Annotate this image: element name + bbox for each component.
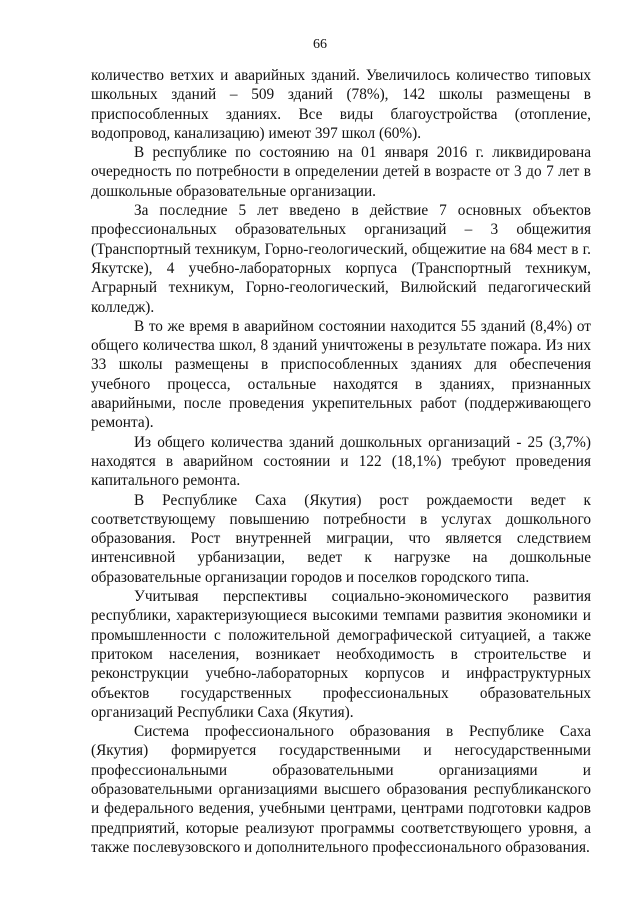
paragraph-8: Система профессионального образования в Республике Саха (Якутия) формируется государственными и негосударственными профессиональными образовательными организациями и образовательными организациями высшего образования республиканского и федерального ведения, учебными центрами, центрами подготовки кадров предприятий, которые реализуют программы соответствующего уровня, а также послевузовского и дополнительного профессионального образования. (91, 723, 591, 856)
paragraph-3: За последние 5 лет введено в действие 7 основных объектов профессиональных образовательных организаций – 3 общежития (Транспортный техникум, Горно-геологический, общежитие на 684 мест в г. Якутске), 4 учебно-лабораторных корпуса (Транспортный техникум, Аграрный техникум, Горно-геологический, Вилюйский педагогический колледж). (91, 202, 591, 316)
paragraph-6: В Республике Саха (Якутия) рост рождаемости ведет к соответствующему повышению потребности в услугах дошкольного образования. Рост внутренней миграции, что является следствием интенсивной урбанизации, ведет к нагрузке на дошкольные образовательные организации городов и поселков городского типа. (91, 491, 591, 586)
body-text (91, 66, 591, 857)
paragraph-4: В то же время в аварийном состоянии находится 55 зданий (8,4%) от общего количества школ, 8 зданий уничтожены в результате пожара. Из них 33 школы размещены в приспособленных зданиях для обеспечения учебного процесса, остальные находятся в зданиях, признанных аварийными, после проведения укрепительных работ (поддерживающего ремонта). (91, 317, 591, 432)
paragraph-5: Из общего количества зданий дошкольных организаций - 25 (3,7%) находятся в аварийном состоянии и 122 (18,1%) требуют проведения капитального ремонта. (91, 433, 591, 490)
paragraph-7: Учитывая перспективы социально-экономического развития республики, характеризующиеся высокими темпами развития экономики и промышленности с положительной демографической ситуацией, а также притоком населения, возникает необходимость в строительстве и реконструкции учебно-лабораторных корпусов и инфраструктурных объектов государственных профессиональных образовательных организаций Республики Саха (Якутия). (91, 588, 591, 721)
page-number: 66 (313, 37, 327, 52)
paragraph-1: количество ветхих и аварийных зданий. Увеличилось количество типовых школьных зданий – 509 зданий (78%), 142 школы размещены в приспособленных зданиях. Все виды благоустройства (отопление, водопровод, канализацию) имеют 397 школ (60%). (91, 67, 591, 142)
paragraph-2: В республике по состоянию на 01 января 2016 г. ликвидирована очередность по потребности в определении детей в возрасте от 3 до 7 лет в дошкольные образовательные организации. (91, 144, 591, 200)
